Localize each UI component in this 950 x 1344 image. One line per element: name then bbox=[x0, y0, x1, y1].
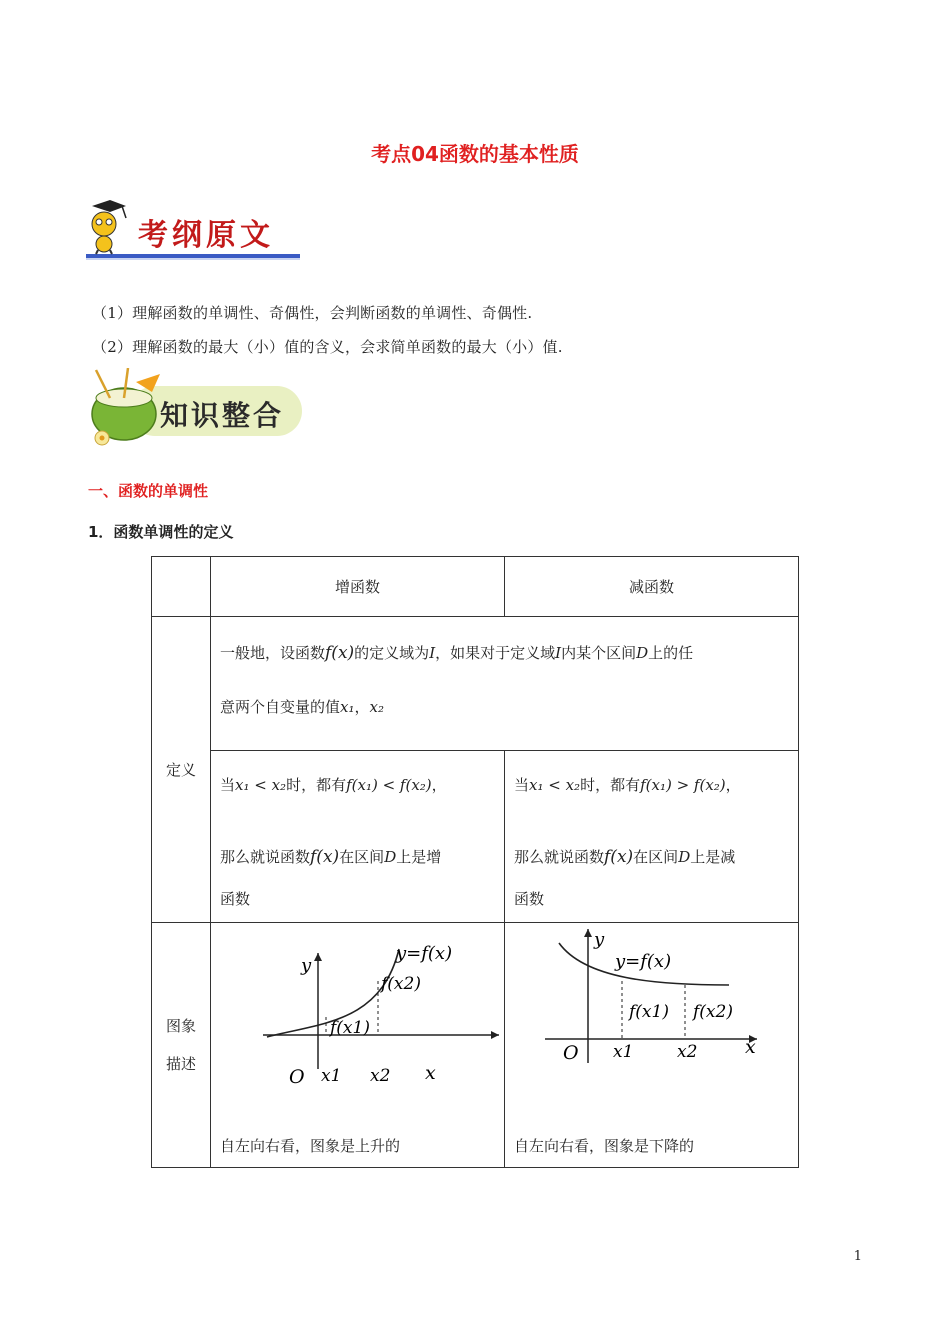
decreasing-description: 自左向右看，图象是下降的 bbox=[514, 1137, 695, 1155]
y-arrow-icon bbox=[314, 953, 322, 961]
graph-decreasing-cell bbox=[505, 923, 799, 1168]
header-increasing: 增函数 bbox=[211, 557, 505, 617]
header-decreasing: 减函数 bbox=[505, 557, 799, 617]
math-condition: x₁ < x₂ bbox=[529, 776, 581, 794]
page-title: 考点04函数的基本性质 bbox=[371, 142, 579, 166]
x-label: x bbox=[425, 1062, 436, 1084]
dec-line-2: 那么就说函数f(x)在区间D上是减 bbox=[514, 847, 736, 867]
curve-label: y=f(x) bbox=[396, 943, 453, 964]
definition-increasing-cell bbox=[211, 751, 505, 923]
math-inequality: f(x₁) > f(x₂) bbox=[640, 776, 726, 794]
math-I: I bbox=[555, 644, 562, 662]
math-fx: f(x) bbox=[604, 847, 634, 867]
dec-line-3: 函数 bbox=[514, 890, 545, 908]
math-D: D bbox=[636, 644, 649, 662]
x1-label: x1 bbox=[321, 1066, 342, 1086]
x-label: x bbox=[745, 1036, 756, 1058]
math-condition: x₁ < x₂ bbox=[235, 776, 287, 794]
page-number: 1 bbox=[853, 1249, 862, 1264]
row-label-definition: 定义 bbox=[152, 617, 211, 923]
math-x2: x₂ bbox=[369, 698, 384, 716]
banner-kaogang-text: 考纲原文 bbox=[138, 218, 274, 253]
dec-line-1: 当x₁ < x₂时，都有f(x₁) > f(x₂)， bbox=[514, 776, 741, 794]
definition-decreasing-cell bbox=[505, 751, 799, 923]
banner-zhishi-text: 知识整合 bbox=[160, 399, 285, 432]
x-arrow-icon bbox=[491, 1031, 499, 1039]
math-fx: f(x) bbox=[325, 643, 355, 663]
fx1-label: f(x1) bbox=[629, 1002, 669, 1022]
definition-common-cell bbox=[211, 617, 799, 751]
banner-zhishi bbox=[86, 368, 304, 452]
decreasing-graph bbox=[505, 923, 798, 1123]
inc-line-3: 函数 bbox=[220, 890, 251, 908]
inc-line-1: 当x₁ < x₂时，都有f(x₁) < f(x₂)， bbox=[220, 776, 447, 794]
math-D: D bbox=[384, 848, 397, 866]
curve-label: y=f(x) bbox=[615, 951, 672, 972]
section-heading: 一、函数的单调性 bbox=[88, 482, 209, 500]
y-arrow-icon bbox=[584, 929, 592, 937]
math-inequality: f(x₁) < f(x₂) bbox=[346, 776, 432, 794]
increasing-description: 自左向右看，图象是上升的 bbox=[220, 1137, 401, 1155]
math-fx: f(x) bbox=[310, 847, 340, 867]
row-label-graph: 图象 描述 bbox=[152, 923, 211, 1168]
x2-label: x2 bbox=[677, 1042, 698, 1062]
graph-increasing-cell bbox=[211, 923, 505, 1168]
origin-label: O bbox=[563, 1042, 579, 1064]
increasing-graph bbox=[211, 923, 504, 1123]
definition-line-1: 一般地，设函数f(x)的定义域为I，如果对于定义域I内某个区间D上的任 bbox=[220, 643, 694, 663]
origin-label: O bbox=[289, 1066, 305, 1088]
fx1-label: f(x1) bbox=[330, 1018, 370, 1038]
table-corner-cell bbox=[152, 557, 211, 617]
y-label: y bbox=[301, 955, 312, 976]
y-label: y bbox=[594, 929, 605, 950]
inc-line-2: 那么就说函数f(x)在区间D上是增 bbox=[220, 847, 442, 867]
fx2-label: f(x2) bbox=[381, 974, 421, 994]
fx2-label: f(x2) bbox=[693, 1002, 733, 1022]
x2-label: x2 bbox=[370, 1066, 391, 1086]
definition-line-2: 意两个自变量的值x₁，x₂ bbox=[220, 698, 384, 716]
math-x1: x₁ bbox=[340, 698, 355, 716]
outline-item-1: （1）理解函数的单调性、奇偶性，会判断函数的单调性、奇偶性. bbox=[92, 304, 533, 322]
math-I: I bbox=[429, 644, 436, 662]
subsection-heading: 1．函数单调性的定义 bbox=[88, 523, 234, 541]
x1-label: x1 bbox=[613, 1042, 634, 1062]
banner-kaogang bbox=[86, 192, 300, 262]
monotonicity-table bbox=[151, 556, 799, 1168]
outline-item-2: （2）理解函数的最大（小）值的含义，会求简单函数的最大（小）值. bbox=[92, 338, 563, 356]
math-D: D bbox=[678, 848, 691, 866]
